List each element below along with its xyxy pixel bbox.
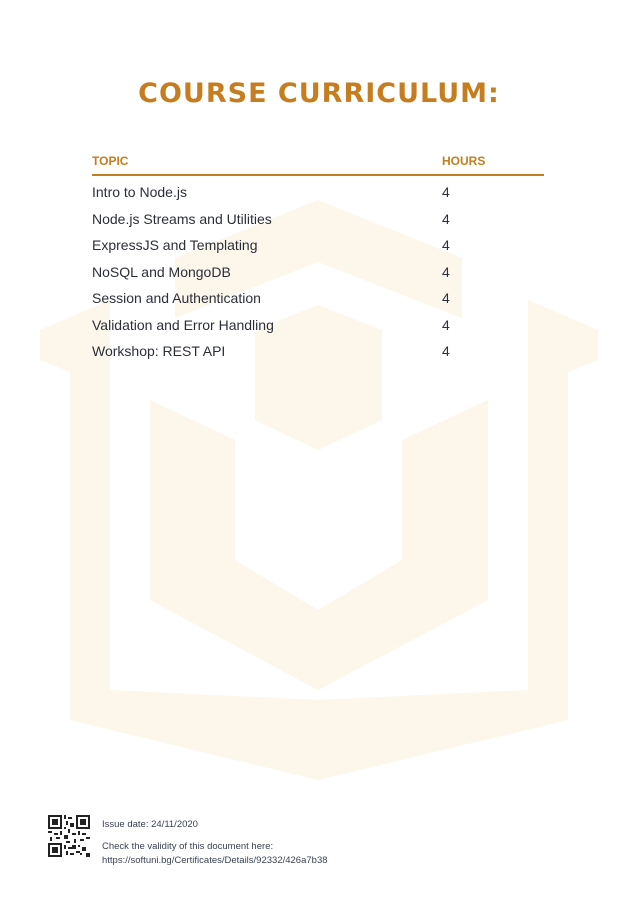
- issue-date: Issue date: 24/11/2020: [102, 819, 198, 830]
- table-row: [92, 264, 544, 291]
- qr-code-icon[interactable]: [48, 815, 90, 857]
- footer: [102, 818, 328, 868]
- hours-cell: 4: [442, 210, 450, 227]
- topic-cell: Intro to Node.js: [92, 184, 187, 200]
- table-row: [92, 184, 544, 211]
- topic-cell: Node.js Streams and Utilities: [92, 210, 272, 227]
- table-row: [92, 343, 544, 370]
- table-row: [92, 211, 544, 238]
- hours-cell: 4: [442, 184, 450, 200]
- topic-cell: Session and Authentication: [92, 290, 261, 306]
- validity-label: Check the validity of this document here:: [102, 841, 274, 852]
- table-header: [92, 154, 544, 176]
- table-row: [92, 290, 544, 317]
- page-title: COURSE CURRICULUM:: [138, 78, 500, 109]
- hours-cell: 4: [442, 290, 450, 306]
- validity-link[interactable]: https://softuni.bg/Certificates/Details/92332/426a7b38: [102, 855, 328, 866]
- hours-cell: 4: [442, 316, 450, 333]
- topic-cell: NoSQL and MongoDB: [92, 263, 231, 280]
- topic-column-header: TOPIC: [92, 154, 129, 168]
- curriculum-table: [92, 154, 544, 370]
- topic-cell: Workshop: REST API: [92, 343, 226, 359]
- hours-column-header: HOURS: [442, 154, 486, 168]
- table-row: [92, 237, 544, 264]
- topic-cell: ExpressJS and Templating: [92, 237, 258, 253]
- hours-cell: 4: [442, 343, 450, 359]
- topic-cell: Validation and Error Handling: [92, 316, 274, 333]
- table-row: [92, 317, 544, 344]
- hours-cell: 4: [442, 237, 450, 253]
- hours-cell: 4: [442, 263, 450, 280]
